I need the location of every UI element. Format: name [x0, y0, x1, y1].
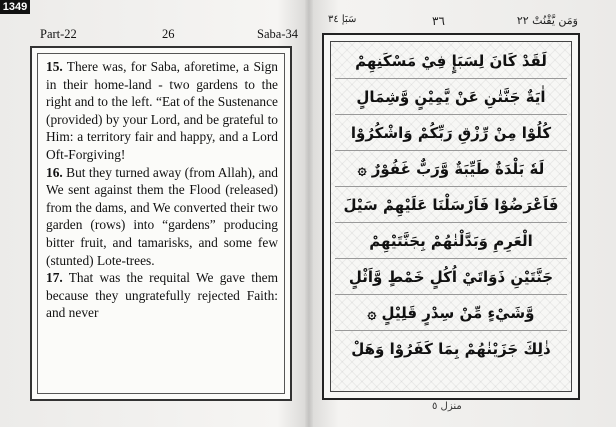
arabic-line: جَنَّتَيْنِ ذَوَاتَيْ اُكُلٍ خَمْطٍ وَّاَثْلٍ — [335, 260, 567, 295]
verse-17 — [46, 269, 278, 322]
arabic-line: لَقَدْ كَانَ لِسَبَإٍ فِيْ مَسْكَنِهِمْ — [335, 44, 567, 79]
verse-number: 16. — [46, 164, 63, 180]
translation-inner-border — [37, 53, 285, 394]
translation-frame — [30, 46, 292, 401]
manzil-footer: منزل ٥ — [432, 401, 462, 412]
arabic-line: اٰيَةٌ جَنَّتٰنِ عَنْ يَّمِيْنٍ وَّشِمَالٍ — [335, 80, 567, 115]
arabic-line: ذٰلِكَ جَزَيْنٰهُمْ بِمَا كَفَرُوْا وَهَلْ — [351, 340, 551, 358]
surah-label: Saba-34 — [257, 27, 298, 41]
arabic-line: كُلُوْا مِنْ رِّزْقِ رَبِّكُمْ وَاشْكُرُوْا — [335, 116, 567, 151]
arabic-juz-label: وَمَن يَّقْنُتْ ٢٢ — [516, 14, 578, 27]
verse-text: That was the requital We gave them because they ungratefully rejected Faith: and never — [46, 270, 278, 321]
verse-text: There was, for Saba, aforetime, a Sign in their home-land - two gardens to the right and to the left. “Eat of the Sustenance (provided) by your Lord, and be grateful to Him: a territory fair and happy, and a Lord Oft-Forgiving! — [46, 59, 279, 162]
verse-16 — [46, 164, 278, 270]
arabic-page-number: ٣٦ — [432, 14, 445, 28]
verse-15 — [46, 58, 278, 164]
translation-text — [46, 58, 278, 322]
book-crease — [305, 0, 313, 427]
left-page-header — [40, 27, 298, 43]
verse-number: 15. — [46, 59, 63, 74]
arabic-inner-border — [330, 41, 572, 392]
arabic-line: الْعَرِمِ وَبَدَّلْنٰهُمْ بِجَنَّتَيْهِمْ — [335, 224, 567, 259]
part-label: Part-22 — [40, 27, 77, 41]
page-badge: 1349 — [0, 0, 30, 14]
arabic-line: فَاَعْرَضُوْا فَاَرْسَلْنَا عَلَيْهِمْ سَيْلَ — [335, 188, 567, 223]
verse-text: But they turned away (from Allah), and We sent against them the Flood (released) from the dams, and We converted their two garden (rows) into “gardens” producing bitter fruit, and tamarisks, and some few (stunted) Lote-trees. — [46, 164, 278, 268]
verse-number: 17. — [46, 270, 63, 286]
arabic-frame — [322, 33, 580, 400]
right-page-header — [322, 14, 578, 32]
page-number: 26 — [162, 27, 175, 41]
arabic-line: وَّشَيْءٍ مِّنْ سِدْرٍ قَلِيْلٍ ۞ — [335, 296, 567, 331]
arabic-line: لَهٗ بَلْدَةٌ طَيِّبَةٌ وَّرَبٌّ غَفُوْرٌ ۞ — [335, 152, 567, 187]
arabic-surah-label: سَبَإ ٣٤ — [328, 14, 357, 25]
